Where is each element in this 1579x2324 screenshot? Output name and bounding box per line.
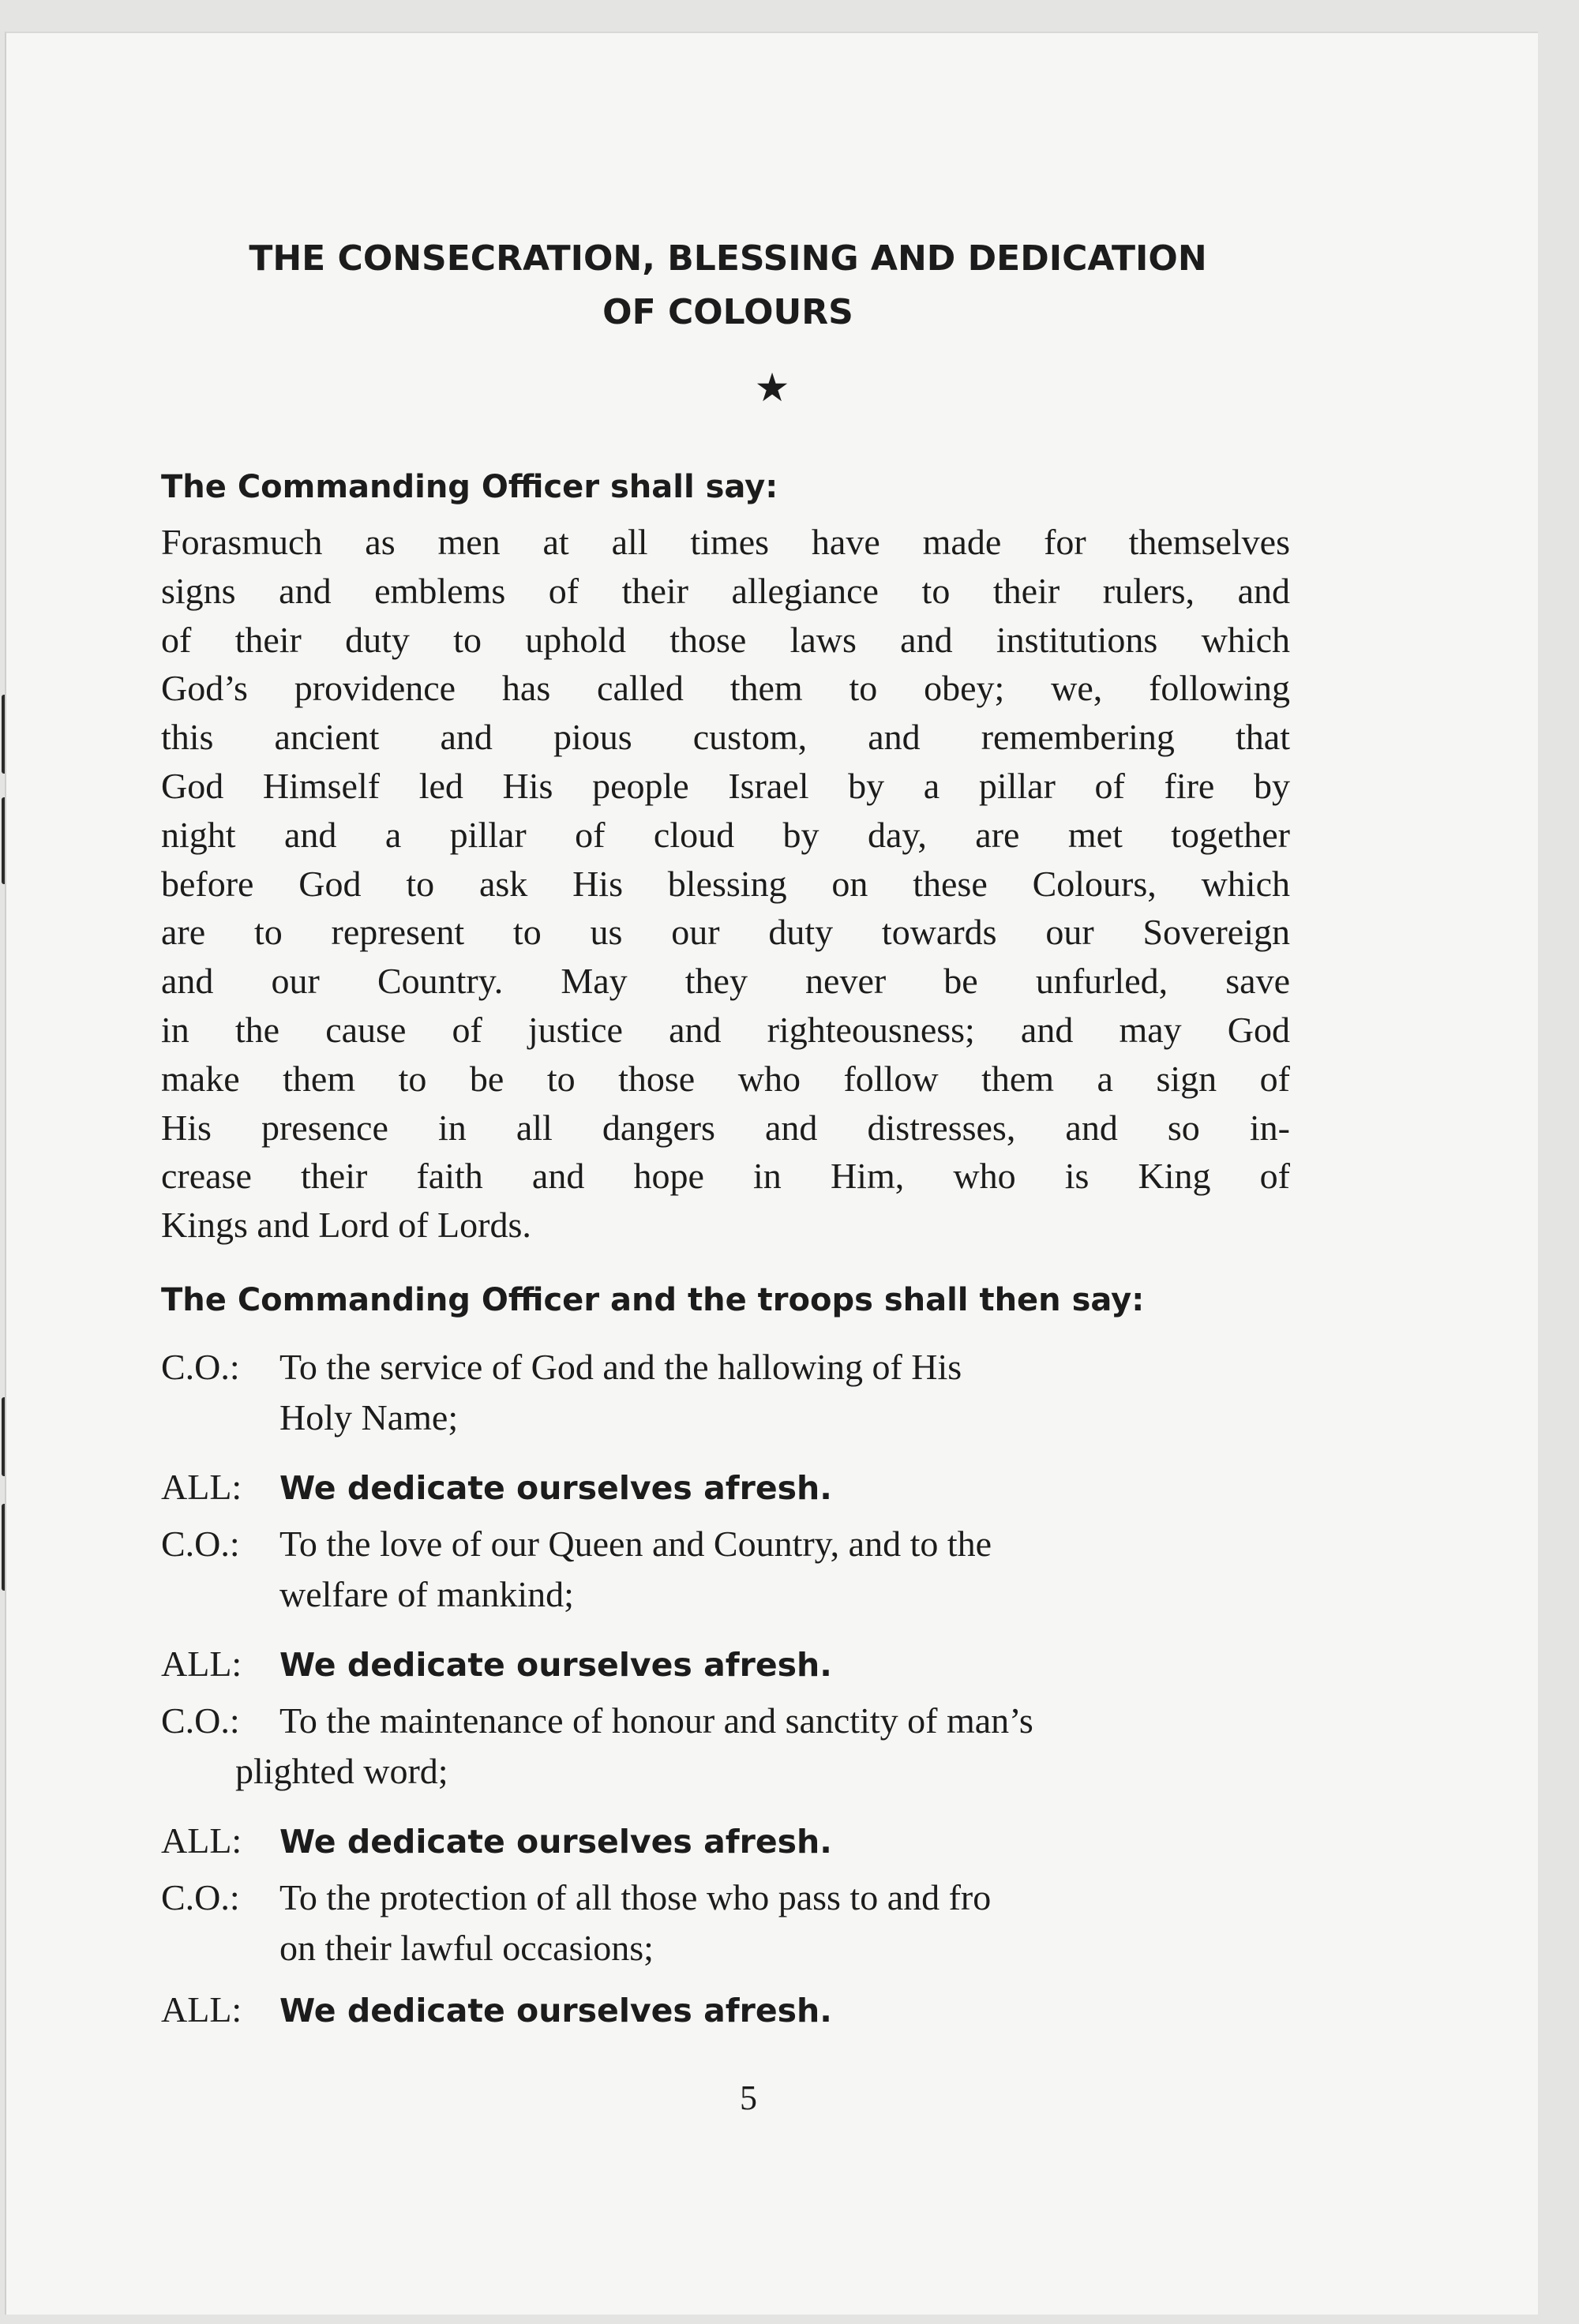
response-all — [161, 1639, 1298, 1690]
heading-line-1: THE CONSECRATION, BLESSING AND DEDICATION — [249, 238, 1207, 279]
response-text-continued: plighted word; — [235, 1751, 448, 1791]
response-text: To the maintenance of honour and sanctity of man’s — [279, 1700, 1033, 1741]
rubric-commanding-officer: The Commanding Officer shall say: — [161, 469, 778, 505]
speaker-label: ALL: — [161, 1467, 242, 1507]
response-text: To the service of God and the hallowing of His — [279, 1347, 962, 1387]
response-text: We dedicate ourselves afresh. — [279, 1823, 832, 1861]
speaker-label: C.O.: — [161, 1347, 240, 1387]
paragraph-line: His presence in all dangers and distresses, and so in- — [161, 1107, 1290, 1148]
response-co — [161, 1519, 1298, 1620]
response-text-continued: welfare of mankind; — [279, 1574, 574, 1614]
response-co — [161, 1696, 1298, 1797]
response-all — [161, 1816, 1298, 1867]
paragraph-line: signs and emblems of their allegiance to their rulers, and — [161, 570, 1290, 611]
page-number: 5 — [740, 2078, 757, 2117]
paragraph-line: before God to ask His blessing on these Colours, which — [161, 863, 1290, 904]
paragraph-line: crease their faith and hope in Him, who is King of — [161, 1156, 1290, 1197]
paragraph-line: God Himself led His people Israel by a pillar of fire by — [161, 765, 1290, 806]
speaker-label: C.O.: — [161, 1524, 240, 1564]
paragraph-line: this ancient and pious custom, and remembering that — [161, 717, 1290, 758]
response-text: To the protection of all those who pass to and fro — [279, 1877, 992, 1917]
page-heading — [161, 232, 1295, 339]
response-all — [161, 1462, 1298, 1513]
paragraph-line: are to represent to us our duty towards our Sovereign — [161, 912, 1290, 953]
speaker-label: C.O.: — [161, 1877, 240, 1917]
paragraph-line: God’s providence has called them to obey; we, following — [161, 668, 1290, 709]
paragraph-line: Kings and Lord of Lords. — [161, 1205, 531, 1246]
paragraph-line: make them to be to those who follow them a sign of — [161, 1058, 1290, 1099]
speaker-label: C.O.: — [161, 1700, 240, 1741]
speaker-label: ALL: — [161, 1644, 242, 1684]
star-ornament: ★ — [754, 365, 790, 410]
rubric-officer-and-troops: The Commanding Officer and the troops shall then say: — [161, 1282, 1145, 1318]
response-text-continued: Holy Name; — [279, 1397, 459, 1438]
paragraph-line: of their duty to uphold those laws and institutions which — [161, 619, 1290, 660]
consecration-paragraph — [161, 518, 1290, 1250]
speaker-label: ALL: — [161, 1989, 242, 2030]
response-text: We dedicate ourselves afresh. — [279, 1646, 832, 1684]
paragraph-line: night and a pillar of cloud by day, are met together — [161, 814, 1290, 855]
speaker-label: ALL: — [161, 1820, 242, 1861]
response-text: We dedicate ourselves afresh. — [279, 1469, 832, 1507]
response-co — [161, 1342, 1298, 1443]
heading-line-2: OF COLOURS — [602, 292, 853, 332]
response-all — [161, 1985, 1298, 2036]
paragraph-line: Forasmuch as men at all times have made for themselves — [161, 522, 1290, 562]
response-co — [161, 1872, 1298, 1974]
response-text-continued: on their lawful occasions; — [279, 1928, 654, 1968]
response-text: We dedicate ourselves afresh. — [279, 1992, 832, 2030]
paragraph-line: in the cause of justice and righteousness; and may God — [161, 1009, 1290, 1050]
paragraph-line: and our Country. May they never be unfurled, save — [161, 961, 1290, 1002]
response-text: To the love of our Queen and Country, and to the — [279, 1524, 992, 1564]
book-page — [5, 32, 1538, 2315]
